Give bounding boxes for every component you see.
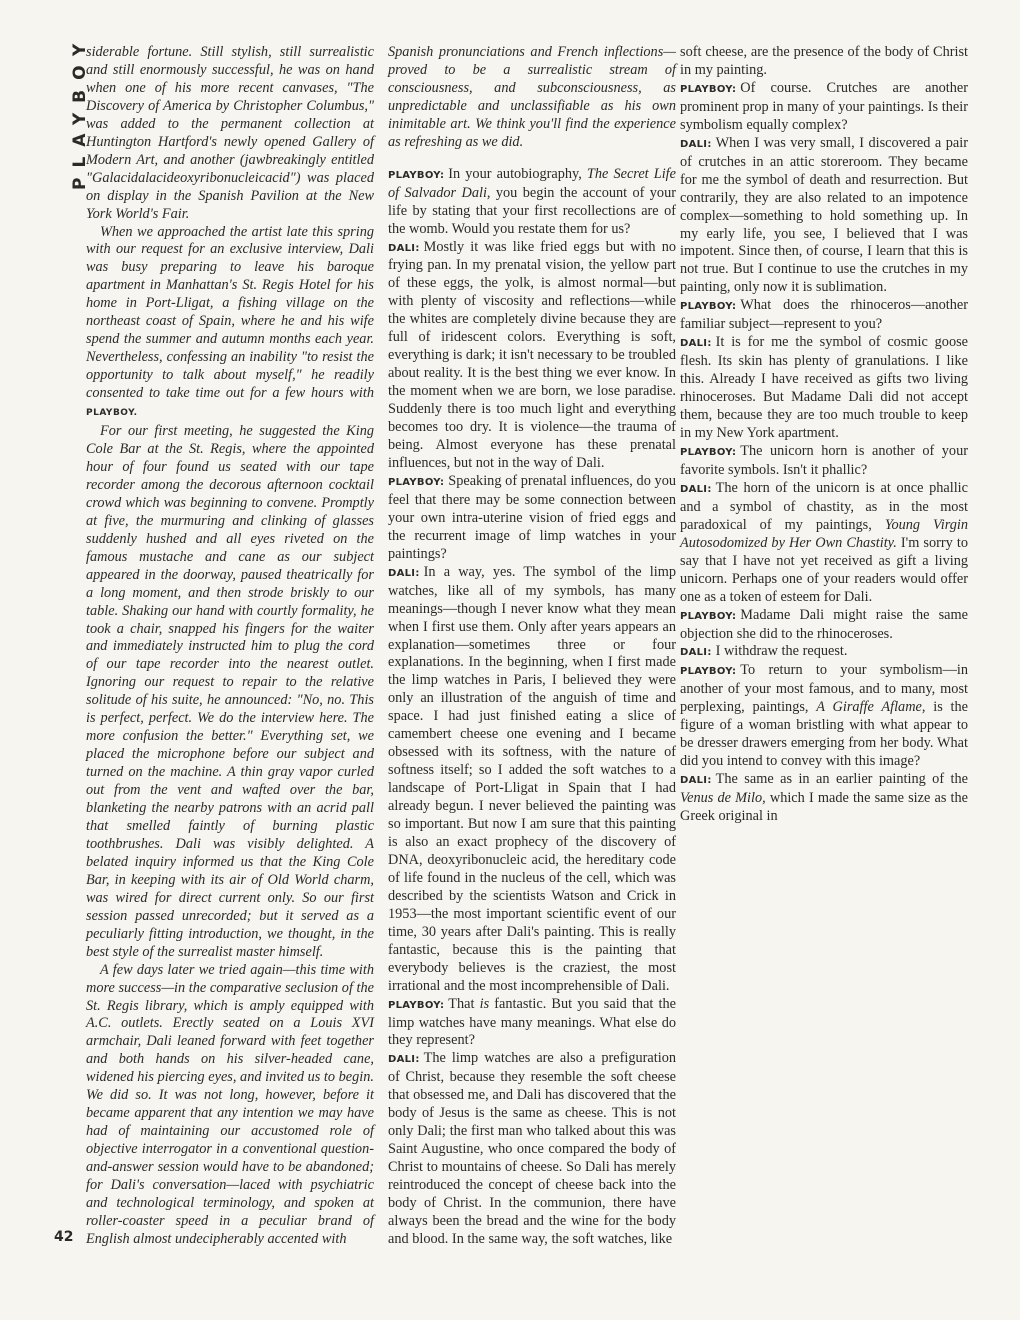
artwork-title: Young Virgin Autosodomized by Her Own Chastity. — [680, 516, 968, 551]
speaker-label: PLAYBOY: — [680, 666, 737, 678]
interview-paragraph: DALI: I withdraw the request. — [680, 643, 848, 660]
speaker-label: PLAYBOY: — [680, 83, 737, 95]
speaker-label: DALI: — [388, 1054, 420, 1066]
magazine-name: PLAYBOY — [70, 33, 90, 190]
speaker-label: DALI: — [680, 483, 712, 495]
interview-paragraph: PLAYBOY: In your autobiography, The Secret Life of Salvador Dali, you begin the account of your life by stating that your first recollections are of the womb. Would you restate them for us? — [388, 165, 676, 237]
interview-paragraph: DALI: The limp watches are also a prefiguration of Christ, because they resemble the soft cheese that obsessed me, and Dali has discovered that the body of Jesus is the same as cheese. This is not only Dali; the first man who talked about this was Saint Augustine, who once compared the body of Christ to mountains of cheese. So Dali has merely reintroduced the concept of cheese back into the body of Christ. In the communion, there have always been the bread and the wine for the body and blood. In the same way, the soft watches, like — [388, 1050, 676, 1247]
speaker-label: DALI: — [680, 775, 712, 787]
intro-text-continued — [388, 44, 676, 152]
column-3 — [680, 44, 968, 826]
intro-paragraph: Spanish pronunciations and French inflections—proved to be a surrealistic stream of consciousness, and subconsciousness, as unpredictable and unclassifiable as his own inimitable art. We think you'll find the experience as refreshing as we did. — [388, 44, 676, 150]
magazine-sidebar-logo — [46, 33, 90, 200]
speaker-label: PLAYBOY: — [388, 999, 445, 1011]
speaker-label: PLAYBOY: — [680, 610, 737, 622]
magazine-name-inline: PLAYBOY. — [86, 408, 138, 419]
interview-paragraph: PLAYBOY: Speaking of prenatal influences, do you feel that there may be some connection between your own intra-uterine vision of fried eggs and the recurrent image of limp watches in your paintings? — [388, 472, 676, 562]
speaker-label: DALI: — [388, 567, 420, 579]
interview-paragraph: DALI: In a way, yes. The symbol of the limp watches, like all of my symbols, has many meanings—though I never know what they mean when I first use them. Only after years appears an explanation—sometimes three or four explanations. In the beginning, when I first made the limp watches in Paris, I believed they were only an illustration of the anguish of time and space. I had just finished eating a slice of camembert cheese one evening and I became obsessed with its softness, with the nature of softness itself; so I added the soft watches to a landscape of Port-Lligat in Spain that I had already begun. I never believed the painting was so important. But now I am sure that this painting is also an exact prophecy of the discovery of DNA, deoxyribonucleic acid, the hereditary code of life found in the nucleus of the cell, which was described by the scientists Watson and Crick in 1953—the most important scientific event of our time, 30 years after Dali's painting. This is really fantastic, because this is the painting that everybody believes is the craziest, the most irrational and the most incomprehensible of Dali. — [388, 563, 676, 994]
column-1 — [86, 44, 374, 1249]
intro-paragraph: siderable fortune. Still stylish, still surrealistic and still enormously successful, he was on hand when one of his more recent canvases, "The Discovery of America by Christopher Columbus," was added to the permanent collection at Huntington Hartford's newly opened Gallery of Modern Art, and another (jawbreakingly entitled "Galacidalacideoxyribonucleicacid") was placed on display in the Spanish Pavilion at the New York World's Fair. — [86, 44, 374, 222]
speaker-label: DALI: — [680, 138, 712, 150]
speaker-label: PLAYBOY: — [680, 446, 737, 458]
intro-paragraph: For our first meeting, he suggested the King Cole Bar at the St. Regis, where the appointed hour of four found us seated with our tape recorder among the decorous afternoon cocktail crowd which was beginning to convene. Promptly at five, the murmuring and clinking of glasses suddenly hushed and all eyes riveted on the famous mustache and cane as our subject appeared in the doorway, paused theatrically for a long moment, and then strode briskly to our table. Shaking our hand with courtly formality, he took a chair, snapped his fingers for the waiter and immediately instructed him to plug the cord of our tape recorder into the nearest outlet. Ignoring our request to repair to the relative solitude of his suite, he announced: "No, no. This is perfect, perfect. We do the interview here. The more confusion the better." Everything set, we placed the microphone before our subject and turned on the machine. A thin gray vapor curled out from the vent and wafted over the bar, blanketing the nearby patrons with an acrid pall that smelled faintly of burning plastic toothbrushes. Dali was visibly delighted. A belated inquiry informed us that the King Cole Bar, in keeping with its air of Old World charm, was wired for direct current only. So our first session passed unrecorded; but it served as a peculiarly fitting introduction, we thought, in the best style of the surrealist master himself. — [86, 423, 374, 960]
page-number: 42 — [54, 1229, 74, 1245]
interview-paragraph: DALI: Mostly it was like fried eggs but with no frying pan. In my prenatal vision, the yellow part of these eggs, the yolk, is almost normal—but with plenty of viscosity and reflections—while the whites are completely divine because they are full of iridescent colors. Everything is soft, everything is dark; it isn't necessary to be troubled about reality. It is the best thing we ever know. In the moment when we are born, we lose paradise. Suddenly there is too much light and everything becomes too dry. It is violence—the trauma of being. Almost everyone has these prenatal influences, but not in the way of Dali. — [388, 238, 676, 471]
interview-paragraph: PLAYBOY: That is fantastic. But you said that the limp watches have many meanings. What else do they represent? — [388, 995, 677, 1049]
interview-paragraph: DALI: It is for me the symbol of cosmic goose flesh. Its skin has plenty of granulations. I like this. Already I have received as gifts two living rhinoceroses. But Madame Dali did not accept them, because they are too much trouble to keep in my New York apartment. — [680, 334, 968, 442]
speaker-label: DALI: — [680, 338, 712, 350]
artwork-title: The Secret Life of Salvador Dali, — [388, 165, 676, 201]
artwork-title: Venus de Milo, — [680, 790, 766, 807]
speaker-label: DALI: — [388, 242, 420, 254]
artwork-title: is — [479, 995, 490, 1012]
interview-paragraph: PLAYBOY: Of course. Crutches are another prominent prop in many of your paintings. Is their symbolism equally complex? — [680, 79, 968, 133]
intro-paragraph: A few days later we tried again—this time with more success—in the comparative seclusion of the St. Regis library, which is amply equipped with A.C. outlets. Erectly seated on a Louis XVI armchair, Dali leaned forward with feet together and both hands on his silver-headed cane, widened his piercing eyes, and invited us to begin. We did so. It was not long, however, before it became apparent that any intention we may have had of maintaining our accustomed role of objective interrogator in a conventional question-and-answer session would have to be abandoned; for Dali's conversation—laced with psychiatric and technological terminology, and spoken at roller-coaster speed in a peculiar brand of English almost undecipherably accented with — [86, 961, 374, 1247]
speaker-label: PLAYBOY: — [680, 301, 737, 313]
column-2 — [388, 44, 676, 1249]
speaker-label: PLAYBOY: — [388, 169, 445, 181]
interview-paragraph: PLAYBOY: Madame Dali might raise the same objection she did to the rhinoceroses. — [680, 606, 968, 642]
interview-paragraph: PLAYBOY: The unicorn horn is another of your favorite symbols. Isn't it phallic? — [680, 442, 968, 478]
interview-paragraph-continued: soft cheese, are the presence of the body of Christ in my painting. — [680, 44, 968, 78]
artwork-title: A Giraffe Aflame, — [816, 699, 926, 716]
interview-paragraph: DALI: The same as in an earlier painting of the Venus de Milo, which I made the same size as the Greek original in — [680, 771, 968, 825]
interview-paragraph: PLAYBOY: To return to your symbolism—in another of your most famous, and to many, most perplexing, paintings, A Giraffe Aflame, is the figure of a woman bristling with what appear to be dresser drawers emerging from her body. What did you intend to convey with this image? — [680, 662, 969, 770]
intro-text — [86, 44, 374, 1249]
intro-paragraph: When we approached the artist late this spring with our request for an exclusive interview, Dali was busy preparing to leave his baroque apartment in Manhattan's St. Regis Hotel for his home in Port-Lligat, a fishing village on the northeast coast of Spain, where he and his wife spend the summer and autumn months each year. Nevertheless, confessing an inability "to resist the opportunity to talk about myself," he readily consented to take time out for a few hours with PLAYBOY. — [86, 223, 374, 419]
interview-paragraph: DALI: When I was very small, I discovered a pair of crutches in an attic storeroom. They became for me the symbol of death and resurrection. But contrarily, they are also related to an impotence complex—something to hold something up. In my early life, you see, I believed that I was impotent. Since then, of course, I learn that this is not true. But I continue to use the crutches in my painting, only now it is sublimation. — [680, 134, 968, 296]
speaker-label: DALI: — [680, 647, 712, 659]
interview-paragraph: DALI: The horn of the unicorn is at once phallic and a symbol of chastity, as in the most paradoxical of my paintings, Young Virgin Autosodomized by Her Own Chastity. I'm sorry to say that I have not yet received as gift a living unicorn. Perhaps one of your readers would offer one as a token of esteem for Dali. — [680, 479, 968, 605]
interview-paragraph: PLAYBOY: What does the rhinoceros—another familiar subject—represent to you? — [680, 297, 968, 333]
speaker-label: PLAYBOY: — [388, 476, 445, 488]
